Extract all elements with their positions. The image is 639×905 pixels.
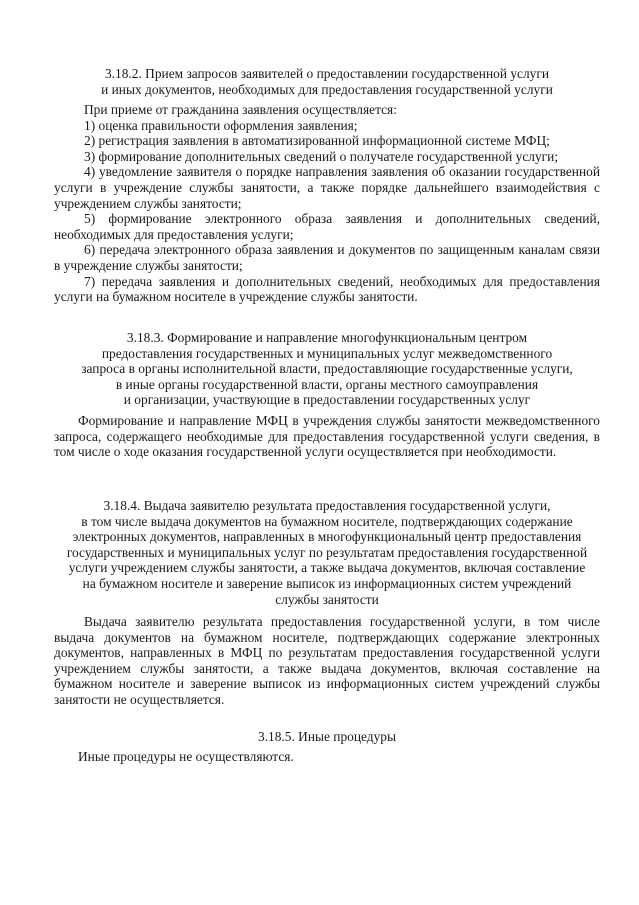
heading-line: 3.18.4. Выдача заявителю результата предоставления государственной услуги, — [103, 498, 551, 513]
heading-line: запроса в органы исполнительной власти, предоставляющие государственные услуги, — [81, 361, 573, 377]
section-3-18-4-paragraph: Выдача заявителю результата предоставления государственной услуги, в том числе выдача документов на бумажном носителе, подтверждающих содержание электронных документов, направленных в МФЦ по результатам предоставления государственной услуги учреждением службы занятости, а также выдача документов, включая составление на бумажном носителе и заверение выписок из информационных систем учреждений службы занятости не осуществляется. — [54, 614, 600, 707]
heading-line: государственных и муниципальных услуг по результатам предоставления государственной — [66, 544, 588, 560]
heading-line: и организации, участвующие в предоставлении государственных услуг — [123, 392, 531, 408]
list-item: 6) передача электронного образа заявления и документов по защищенным каналам связи в учреждение службы занятости; — [54, 242, 600, 273]
list-item: 7) передача заявления и дополнительных сведений, необходимых для предоставления услуги на бумажном носителе в учреждение службы занятости. — [54, 273, 600, 305]
heading-line: предоставления государственных и муниципальных услуг межведомственного — [101, 345, 553, 361]
section-3-18-2-heading — [54, 66, 600, 97]
list-item: 3) формирование дополнительных сведений о получателе государственной услуги; — [84, 148, 559, 164]
list-item: 2) регистрация заявления в автоматизированной информационной системе МФЦ; — [84, 133, 550, 149]
section-3-18-4-heading — [54, 498, 600, 607]
heading-line: на бумажном носителе и заверение выписок из информационных систем учреждений — [82, 575, 572, 591]
section-3-18-2-body — [54, 102, 600, 305]
list-item: 1) оценка правильности оформления заявления; — [84, 117, 358, 133]
heading-line: 3.18.3. Формирование и направление многофункциональным центром — [126, 330, 528, 345]
heading-line: 3.18.2. Прием запросов заявителей о предоставлении государственной услуги — [104, 66, 550, 81]
section-3-18-5-heading: 3.18.5. Иные процедуры — [258, 729, 396, 744]
heading-line: услуги учреждением службы занятости, а также выдача документов, включая составление — [68, 560, 586, 576]
heading-line: и иных документов, необходимых для предоставления государственной услуги — [101, 81, 553, 97]
heading-line: в том числе выдача документов на бумажном носителе, подтверждающих содержание — [81, 513, 573, 529]
heading-line: службы занятости — [275, 591, 379, 607]
list-item: 5) формирование электронного образа заявления и дополнительных сведений, необходимых для предоставления услуги; — [54, 211, 600, 242]
section-3-18-5-paragraph: Иные процедуры не осуществляются. — [78, 749, 294, 764]
heading-line: в иные органы государственной власти, органы местного самоуправления — [115, 376, 539, 392]
section-3-18-3-heading — [54, 330, 600, 408]
section-3-18-3-paragraph: Формирование и направление МФЦ в учреждения службы занятости межведомственного запроса, содержащего необходимые для предоставления государственной услуги сведения, в том числе о ходе оказания государственной услуги осуществляется при необходимости. — [54, 413, 600, 460]
heading-line: электронных документов, направленных в многофункциональный центр предоставления — [72, 529, 582, 545]
intro-text: При приеме от гражданина заявления осуществляется: — [84, 102, 397, 117]
list-item: 4) уведомление заявителя о порядке направления заявления об оказании государственной услуги в учреждение службы занятости, а также порядке дальнейшего взаимодействия с учреждением службы занятости; — [54, 164, 600, 211]
